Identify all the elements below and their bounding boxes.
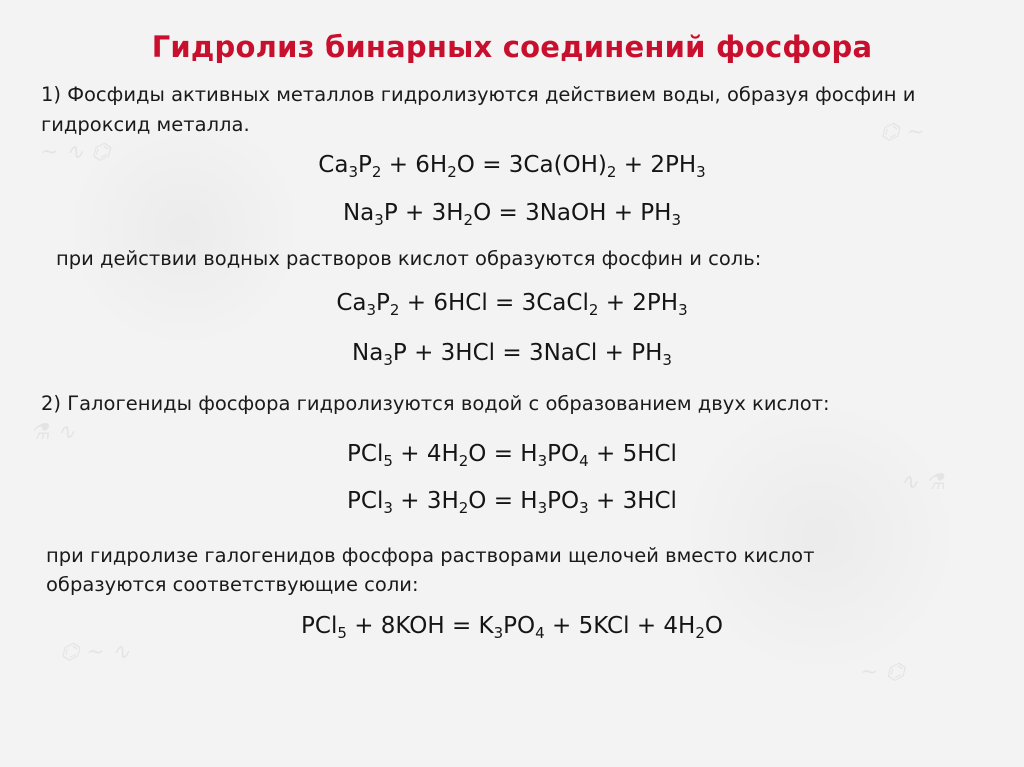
equation-text: + 3H: [392, 488, 459, 514]
equation-text: O = 3NaOH + PH: [473, 200, 672, 226]
equation-subscript: 2: [371, 163, 382, 181]
equation-text: P: [376, 290, 390, 316]
equation-text: P + 3HCl = 3NaCl + PH: [392, 340, 663, 366]
equation-subscript: 3: [374, 211, 384, 229]
equation-subscript: 4: [535, 624, 545, 642]
equation-text: + 8KOH = K: [346, 613, 494, 639]
equation-subscript: 3: [493, 624, 504, 642]
equation-subscript: 3: [366, 301, 377, 319]
equation-subscript: 4: [579, 452, 589, 470]
equation-subscript: 3: [579, 499, 589, 517]
equation-text: Ca: [318, 152, 349, 178]
equation-subscript: 3: [671, 211, 682, 229]
paragraph-2: 2) Галогениды фосфора гидролизуются водой с образованием двух кислот:: [41, 392, 830, 415]
equation-subscript: 3: [662, 351, 672, 369]
equation-subscript: 2: [458, 499, 469, 517]
equation-2: [0, 200, 1024, 229]
equation-7: [0, 613, 1024, 642]
equation-text: + 6H: [381, 152, 448, 178]
equation-text: + 5HCl: [588, 441, 677, 467]
equation-subscript: 5: [383, 452, 393, 470]
equation-subscript: 3: [383, 499, 393, 517]
page-title: Гидролиз бинарных соединений фосфора: [151, 30, 873, 64]
equation-subscript: 2: [463, 211, 474, 229]
equation-4: [0, 340, 1024, 369]
equation-text: PCl: [347, 488, 384, 514]
equation-text: Ca: [336, 290, 367, 316]
background-scribble: ⌬ ~: [880, 120, 925, 145]
equation-text: + 3HCl: [588, 488, 677, 514]
equation-text: P + 3H: [383, 200, 464, 226]
equation-text: + 5KCl + 4H: [544, 613, 696, 639]
equation-text: O = H: [468, 488, 538, 514]
note-acids: при действии водных растворов кислот образуются фосфин и соль:: [56, 247, 762, 270]
equation-subscript: 3: [383, 351, 393, 369]
background-scribble: ∿ ⚗: [900, 470, 946, 495]
paragraph-1-line-1: 1) Фосфиды активных металлов гидролизуются действием воды, образуя фосфин и: [41, 83, 916, 106]
background-scribble: ~ ∿ ⌬: [40, 140, 111, 165]
equation-subscript: 2: [389, 301, 400, 319]
equation-subscript: 2: [458, 452, 469, 470]
equation-6: [0, 488, 1024, 517]
equation-text: PCl: [347, 441, 384, 467]
equation-subscript: 3: [537, 499, 548, 517]
equation-1: [0, 152, 1024, 181]
equation-text: PCl: [301, 613, 338, 639]
equation-subscript: 5: [337, 624, 347, 642]
equation-text: O = H: [468, 441, 538, 467]
equation-text: O: [704, 613, 723, 639]
equation-subscript: 2: [695, 624, 705, 642]
background-scribble: ~ ⌬: [860, 660, 905, 685]
equation-text: PO: [547, 441, 580, 467]
equation-text: + 6HCl = 3CaCl: [399, 290, 589, 316]
equation-text: Na: [342, 200, 375, 226]
equation-text: + 4H: [392, 441, 459, 467]
background-scribble: ⚗ ∿: [30, 420, 76, 445]
equation-text: + 2PH: [616, 152, 697, 178]
equation-text: + 2PH: [598, 290, 679, 316]
equation-text: P: [357, 152, 372, 178]
paragraph-1-line-2: гидроксид металла.: [41, 113, 250, 136]
equation-text: O = 3Ca(OH): [456, 152, 607, 178]
equation-subscript: 3: [678, 301, 688, 319]
equation-subscript: 2: [447, 163, 457, 181]
equation-subscript: 2: [606, 163, 617, 181]
note-alkali-line-1: при гидролизе галогенидов фосфора растворами щелочей вместо кислот: [46, 544, 815, 567]
equation-3: [0, 290, 1024, 319]
equation-subscript: 3: [348, 163, 358, 181]
equation-5: [0, 441, 1024, 470]
equation-subscript: 3: [537, 452, 548, 470]
equation-subscript: 3: [696, 163, 706, 181]
equation-text: PO: [547, 488, 580, 514]
equation-subscript: 2: [588, 301, 599, 319]
equation-text: PO: [503, 613, 536, 639]
background-scribble: ⌬ ~ ∿: [60, 640, 131, 665]
equation-text: Na: [352, 340, 384, 366]
note-alkali-line-2: образуются соответствующие соли:: [46, 573, 419, 596]
